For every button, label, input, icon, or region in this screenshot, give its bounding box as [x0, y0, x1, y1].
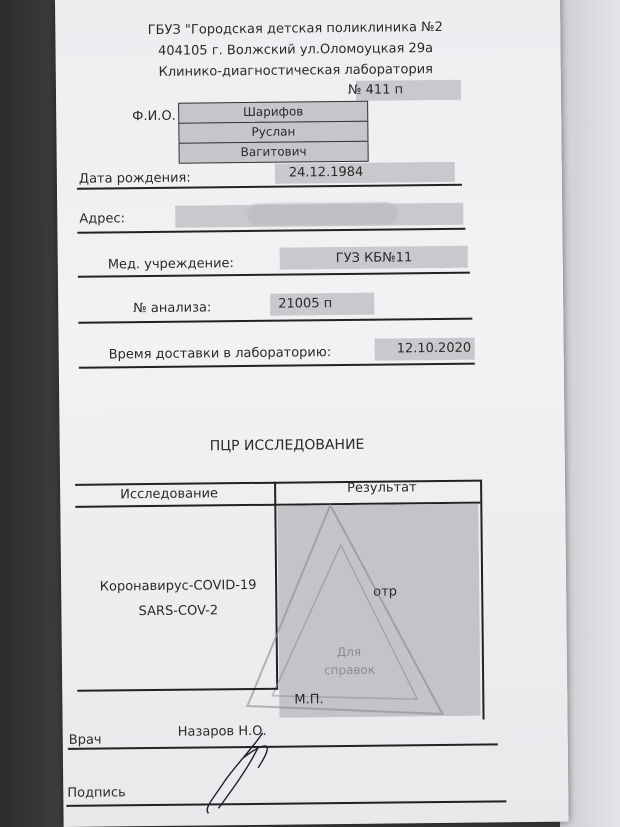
dob-label: Дата рождения: [78, 170, 191, 187]
background-right [560, 0, 620, 827]
col-result-header: Результат [347, 480, 417, 496]
header-line-lab: Клинико-диагностическая лаборатория [158, 62, 434, 80]
table-top-border [75, 480, 480, 486]
test-name-line2: SARS-COV-2 [138, 603, 219, 620]
name-cell: Руслан [178, 121, 368, 144]
header-line-address: 404105 г. Волжский ул.Оломоуцкая 29а [157, 41, 434, 59]
test-name-line1: Коронавирус-COVID-19 [99, 577, 257, 595]
doctor-label: Врач [68, 732, 102, 748]
stamp-text-2: справок [323, 662, 376, 678]
form-number: № 411 п [347, 82, 404, 98]
institution-label: Мед. учреждение: [107, 256, 234, 273]
analysis-value: 21005 п [278, 296, 333, 312]
delivery-value: 12.10.2020 [396, 340, 472, 357]
stamp-triangle-icon [240, 503, 502, 736]
result-value: отр [373, 584, 398, 600]
mp-label: М.П. [294, 692, 324, 708]
col-test-header: Исследование [120, 486, 219, 503]
lab-result-sheet [55, 0, 569, 827]
fio-label: Ф.И.О. [132, 108, 176, 125]
address-redacted [247, 202, 397, 226]
institution-value: ГУЗ КБ№11 [335, 250, 413, 267]
institution-underline [78, 272, 470, 278]
header-line-clinic: ГБУЗ "Городская детская поликлиника №2 [147, 19, 443, 39]
delivery-label: Время доставки в лабораторию: [108, 345, 332, 363]
doctor-name: Назаров Н.О. [177, 723, 267, 740]
stamp-text-1: Для [336, 644, 362, 660]
address-label: Адрес: [79, 211, 126, 227]
patronymic-cell: Вагитович [179, 141, 369, 164]
address-underline [77, 228, 465, 234]
delivery-underline [79, 363, 475, 369]
analysis-label: № анализа: [133, 300, 212, 317]
surname-cell: Шарифов [178, 101, 368, 124]
dob-value: 24.12.1984 [288, 164, 364, 181]
section-title: ПЦР ИССЛЕДОВАНИЕ [209, 436, 365, 455]
signature-label: Подпись [67, 785, 126, 801]
analysis-underline [78, 318, 472, 324]
